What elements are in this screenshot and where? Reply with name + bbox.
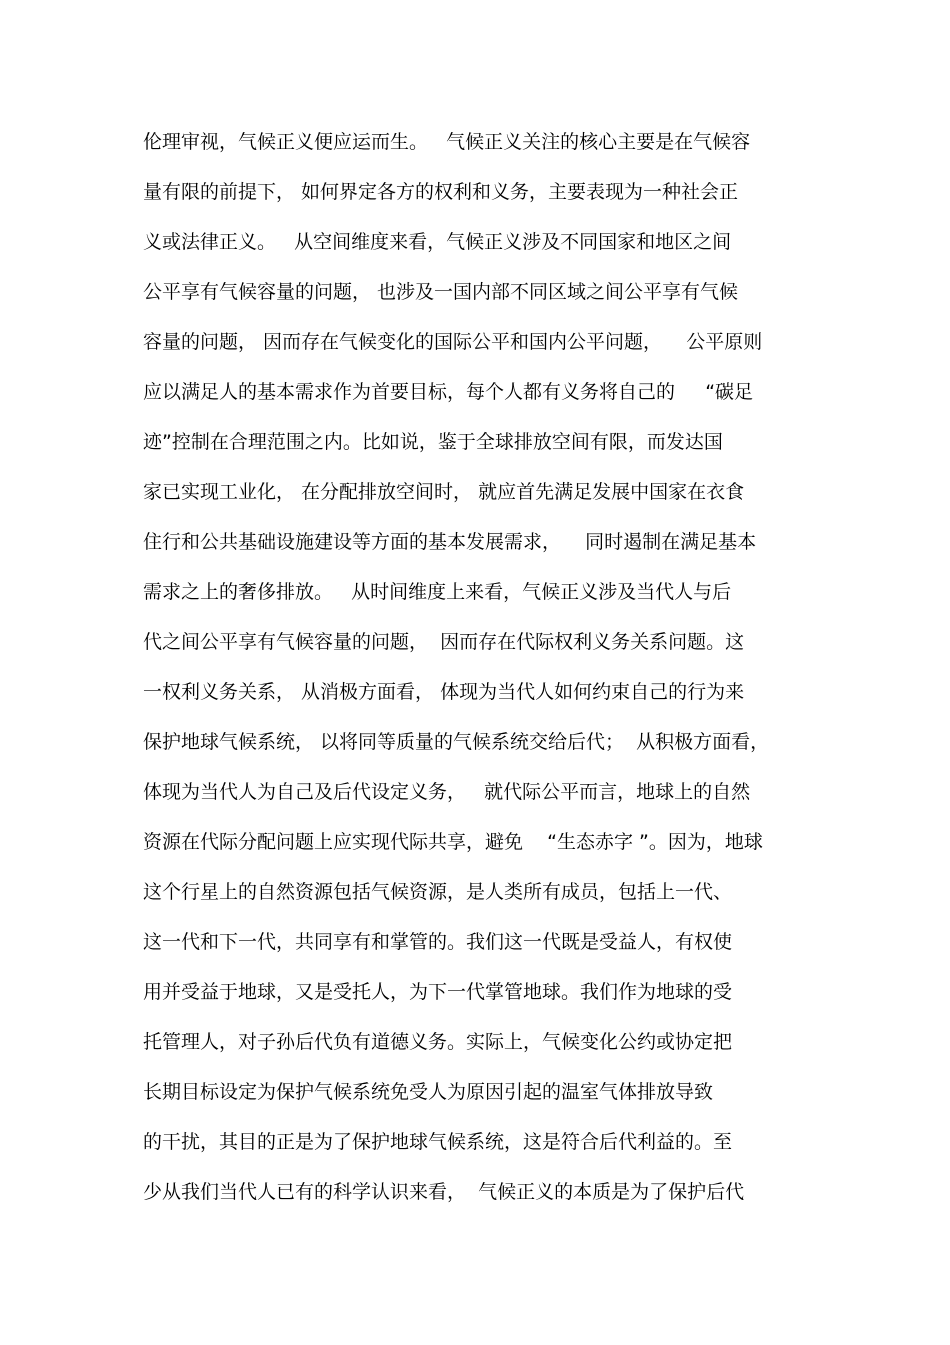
text-line: 长期目标设定为保护气候系统免受人为原因引起的温室气体排放导致 <box>143 1081 714 1103</box>
text-line: 义或法律正义。 从空间维度来看，气候正义涉及不同国家和地区之间 <box>143 231 732 253</box>
text-line: 托管理人，对子孙后代负有道德义务。实际上，气候变化公约或协定把 <box>143 1031 733 1053</box>
body-text <box>143 125 823 1225</box>
text-line: 家已实现工业化， 在分配排放空间时， 就应首先满足发展中国家在衣食 <box>143 481 745 503</box>
text-line: 资源在代际分配问题上应实现代际共享，避免 “生态赤字 ”。因为，地球 <box>143 831 763 853</box>
text-line: 的干扰，其目的正是为了保护地球气候系统，这是符合后代利益的。至 <box>143 1131 733 1153</box>
text-line: 这个行星上的自然资源包括气候资源，是人类所有成员，包括上一代、 <box>143 881 733 903</box>
text-line: 体现为当代人为自己及后代设定义务， 就代际公平而言，地球上的自然 <box>143 781 751 803</box>
text-line: 量有限的前提下， 如何界定各方的权利和义务，主要表现为一种社会正 <box>143 181 739 203</box>
text-line: 少从我们当代人已有的科学认识来看， 气候正义的本质是为了保护后代 <box>143 1181 745 1203</box>
text-line: 保护地球气候系统， 以将同等质量的气候系统交给后代； 从积极方面看， <box>143 731 770 753</box>
text-line: 公平享有气候容量的问题， 也涉及一国内部不同区域之间公平享有气候 <box>143 281 739 303</box>
text-line: 需求之上的奢侈排放。 从时间维度上来看，气候正义涉及当代人与后 <box>143 581 732 603</box>
text-line: 一权利义务关系， 从消极方面看， 体现为当代人如何约束自己的行为来 <box>143 681 745 703</box>
text-line: 伦理审视，气候正义便应运而生。 气候正义关注的核心主要是在气候容 <box>143 131 751 153</box>
text-line: 容量的问题， 因而存在气候变化的国际公平和国内公平问题， 公平原则 <box>143 331 763 353</box>
text-line: 用并受益于地球，又是受托人，为下一代掌管地球。我们作为地球的受 <box>143 981 733 1003</box>
text-line: 迹”控制在合理范围之内。比如说，鉴于全球排放空间有限，而发达国 <box>143 431 723 453</box>
text-line: 这一代和下一代，共同享有和掌管的。我们这一代既是受益人，有权使 <box>143 931 733 953</box>
text-line: 应以满足人的基本需求作为首要目标，每个人都有义务将自己的 “碳足 <box>143 381 754 403</box>
text-line: 代之间公平享有气候容量的问题， 因而存在代际权利义务关系问题。这 <box>143 631 745 653</box>
text-line: 住行和公共基础设施建设等方面的基本发展需求， 同时遏制在满足基本 <box>143 531 757 553</box>
